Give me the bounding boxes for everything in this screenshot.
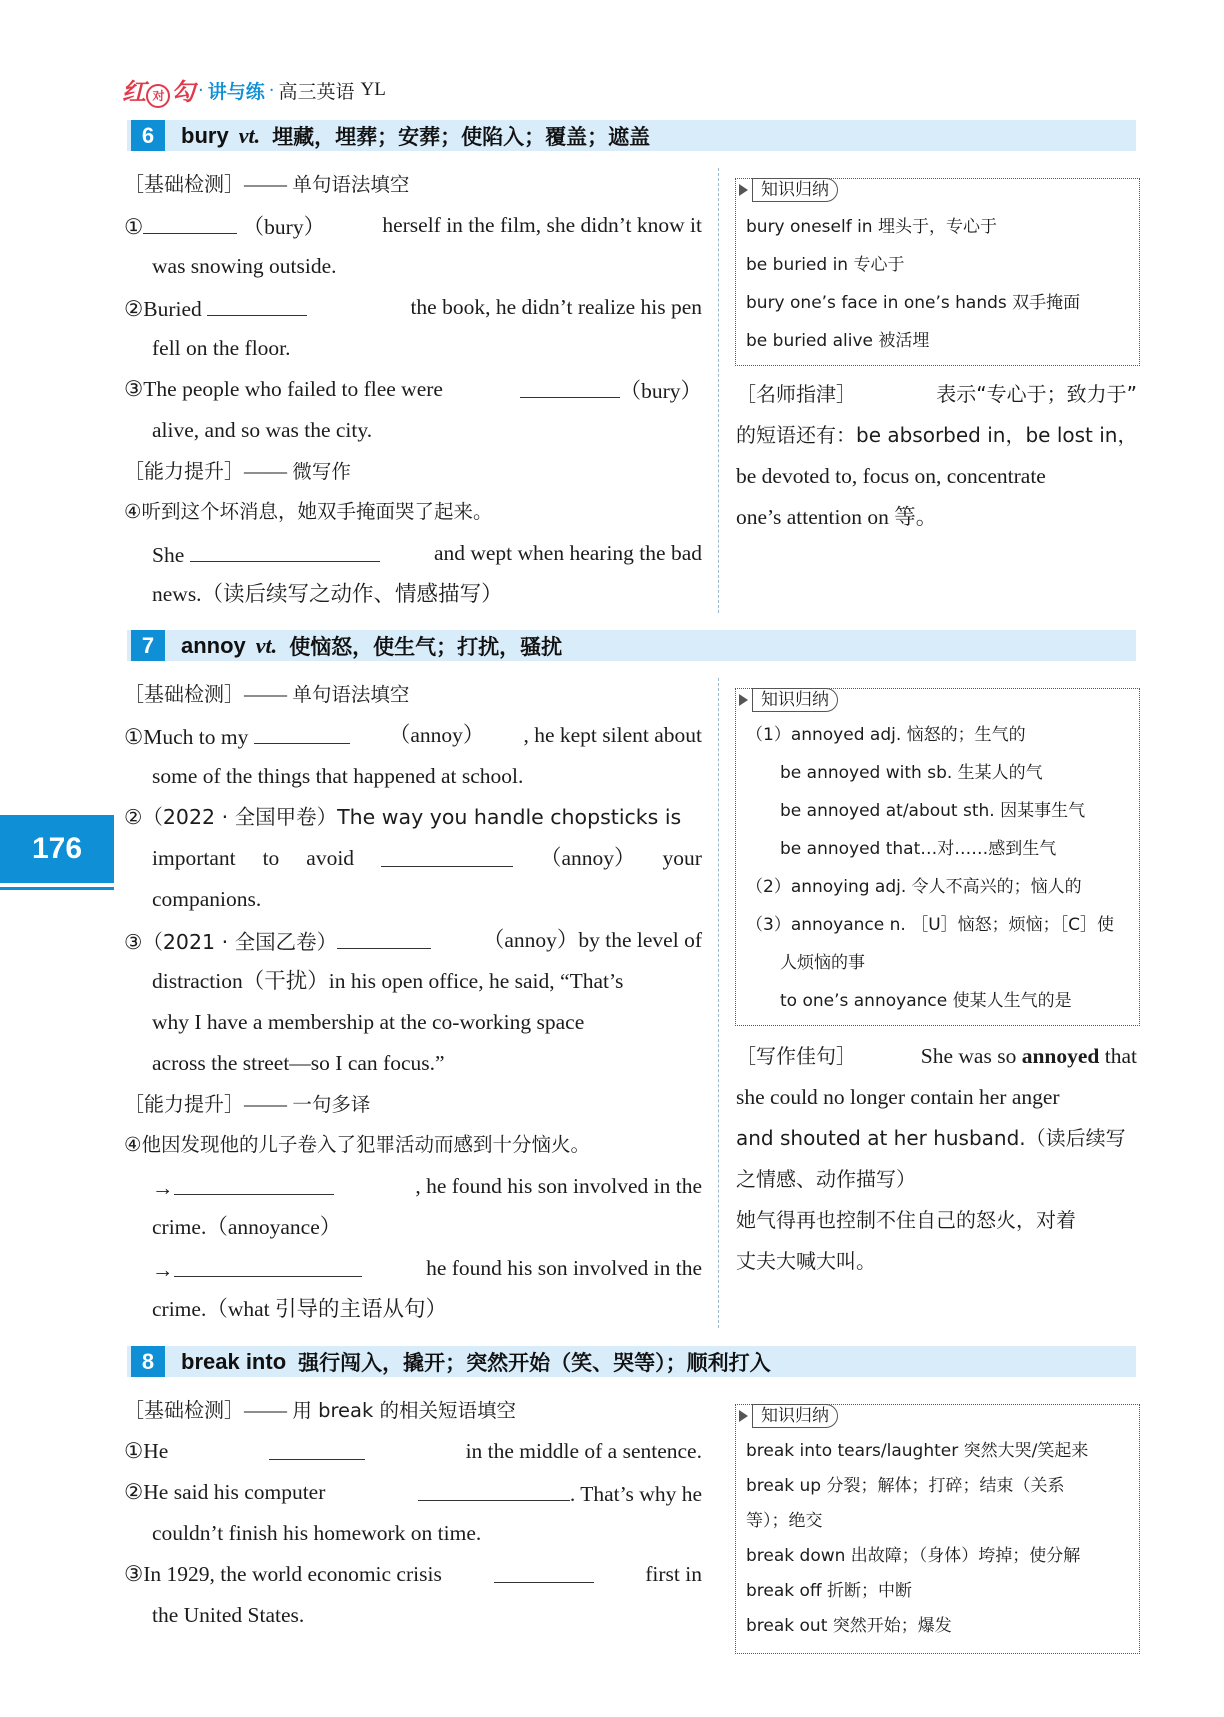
column-divider xyxy=(718,168,719,613)
answer-blank[interactable] xyxy=(174,1252,362,1277)
answer-blank[interactable] xyxy=(520,373,620,398)
section-6-exercises xyxy=(124,168,702,618)
ability-heading: ［能力提升］—— 一句多译 xyxy=(124,1092,371,1116)
knowledge-item: break out 突然开始；爆发 xyxy=(746,1616,952,1636)
note-line: be devoted to, focus on, concentrate xyxy=(736,464,1046,488)
knowledge-item: be annoyed with sb. 生某人的气 xyxy=(780,763,1043,783)
section-pos: vt. xyxy=(255,632,278,658)
knowledge-item: break off 折断；中断 xyxy=(746,1581,913,1601)
question-2: ②He said his computer . That’s why he xyxy=(124,1476,702,1508)
question-4-chinese: ④他因发现他的儿子卷入了犯罪活动而感到十分恼火。 xyxy=(124,1133,590,1156)
note-line: ［名师指津］ 表示“专心于；致力于” xyxy=(736,382,1137,406)
header-subject: 高三英语 xyxy=(278,80,355,103)
question-4a-cont: crime.（annoyance） xyxy=(152,1215,342,1239)
question-4: She and wept when hearing the bad xyxy=(152,537,702,569)
knowledge-item: be annoyed at/about sth. 因某事生气 xyxy=(780,801,1086,821)
question-3-line3: why I have a membership at the co-working space xyxy=(152,1010,585,1034)
basic-test-heading: ［基础检测］—— 用 break 的相关短语填空 xyxy=(124,1398,516,1422)
answer-blank[interactable] xyxy=(190,537,380,562)
note-line: ［写作佳句］ She was so annoyed that xyxy=(736,1044,1137,1068)
question-3-cont: the United States. xyxy=(152,1603,305,1627)
knowledge-item: be buried in 专心于 xyxy=(746,255,905,275)
section-meaning: 埋藏，埋葬；安葬；使陷入；覆盖；遮盖 xyxy=(272,124,651,149)
knowledge-item: bury oneself in 埋头于，专心于 xyxy=(746,217,997,237)
answer-blank[interactable] xyxy=(337,924,431,949)
page-number-tab xyxy=(0,815,114,883)
note-line: one’s attention on 等。 xyxy=(736,505,938,529)
knowledge-label: 知识归纳 xyxy=(735,178,838,202)
section-number: 8 xyxy=(131,1346,165,1377)
question-4b: → he found his son involved in the xyxy=(152,1252,702,1284)
question-4-cont: news.（读后续写之动作、情感描写） xyxy=(152,582,503,606)
question-3: ③The people who failed to flee were （bury） xyxy=(124,373,702,405)
question-4b-cont: crime.（what 引导的主语从句） xyxy=(152,1297,447,1321)
brand-logo: 红 对 勾 xyxy=(122,77,194,106)
section-word: break into xyxy=(181,1348,287,1374)
page-number: 176 xyxy=(31,832,83,865)
answer-blank[interactable] xyxy=(174,1170,334,1195)
knowledge-item: break down 出故障；（身体）垮掉；使分解 xyxy=(746,1546,1081,1566)
basic-test-heading: ［基础检测］—— 单句语法填空 xyxy=(124,172,410,196)
knowledge-item: 等）；绝交 xyxy=(746,1511,823,1531)
knowledge-box xyxy=(735,178,1140,366)
section-meaning: 使恼怒，使生气；打扰，骚扰 xyxy=(289,634,563,659)
knowledge-item: bury one’s face in one’s hands 双手掩面 xyxy=(746,293,1081,313)
knowledge-item: 人烦恼的事 xyxy=(780,953,865,973)
question-3-cont: alive, and so was the city. xyxy=(152,418,373,442)
question-4a: → , he found his son involved in the xyxy=(152,1170,702,1202)
answer-blank[interactable] xyxy=(254,719,350,744)
note-line: 丈夫大喊大叫。 xyxy=(736,1249,876,1273)
answer-blank[interactable] xyxy=(143,209,237,234)
section-6-heading xyxy=(127,120,1136,151)
section-word: bury xyxy=(181,122,229,148)
question-2-cont: fell on the floor. xyxy=(152,336,291,360)
teacher-note xyxy=(736,378,1137,548)
answer-blank[interactable] xyxy=(207,291,307,316)
knowledge-box xyxy=(735,1404,1140,1654)
question-1: ① （bury） herself in the film, she didn’t know it xyxy=(124,209,702,241)
question-1-cont: some of the things that happened at school. xyxy=(152,764,524,788)
section-meaning: 强行闯入，撬开；突然开始（笑、哭等）；顺利打入 xyxy=(298,1350,771,1375)
knowledge-item: be annoyed that…对……感到生气 xyxy=(780,839,1057,859)
question-2: ②（2022 · 全国甲卷）The way you handle chopsticks is xyxy=(124,805,682,829)
question-2-line2: important to avoid （annoy） your xyxy=(152,842,702,874)
page-header xyxy=(122,74,386,106)
answer-blank[interactable] xyxy=(494,1558,594,1583)
section-number: 7 xyxy=(131,630,165,661)
note-line: 她气得再也控制不住自己的怒火，对着 xyxy=(736,1208,1076,1232)
question-1: ①He in the middle of a sentence. xyxy=(124,1435,702,1467)
header-dot: · xyxy=(268,79,275,101)
section-8-heading xyxy=(127,1346,1136,1377)
question-2: ②Buried the book, he didn’t realize his pen xyxy=(124,291,702,323)
question-3: ③In 1929, the world economic crisis first in xyxy=(124,1558,702,1590)
knowledge-item: be buried alive 被活埋 xyxy=(746,331,930,351)
question-4-chinese: ④听到这个坏消息，她双手掩面哭了起来。 xyxy=(124,500,493,523)
writing-example xyxy=(736,1040,1137,1290)
ability-heading: ［能力提升］—— 微写作 xyxy=(124,459,351,483)
note-line: 的短语还有：be absorbed in，be lost in， xyxy=(736,423,1138,447)
note-line: 之情感、动作描写） xyxy=(736,1167,916,1191)
knowledge-label: 知识归纳 xyxy=(735,688,838,712)
note-line: she could no longer contain her anger xyxy=(736,1085,1060,1109)
knowledge-box xyxy=(735,688,1140,1026)
question-3-line4: across the street—so I can focus.” xyxy=(152,1051,445,1075)
section-word: annoy xyxy=(181,632,246,658)
answer-blank[interactable] xyxy=(381,842,513,867)
column-divider xyxy=(718,678,719,1328)
knowledge-item: （1）annoyed adj. 恼怒的；生气的 xyxy=(746,725,1026,745)
basic-test-heading: ［基础检测］—— 单句语法填空 xyxy=(124,682,410,706)
section-number: 6 xyxy=(131,120,165,151)
question-3-line2: distraction（干扰）in his open office, he said, “That’s xyxy=(152,969,624,993)
question-3: ③（2021 · 全国乙卷） （annoy）by the level of xyxy=(124,924,702,956)
knowledge-item: （3）annoyance n. ［U］恼怒；烦恼；［C］使 xyxy=(746,915,1115,935)
knowledge-item: break into tears/laughter 突然大哭/笑起来 xyxy=(746,1441,1089,1461)
question-1-cont: was snowing outside. xyxy=(152,254,337,278)
section-pos: vt. xyxy=(238,122,261,148)
header-dot: · xyxy=(198,79,204,101)
header-series: 讲与练 xyxy=(207,80,265,103)
page-number-rule xyxy=(0,887,114,890)
question-2-cont: couldn’t finish his homework on time. xyxy=(152,1521,482,1545)
answer-blank[interactable] xyxy=(269,1435,365,1460)
question-1: ①Much to my （annoy） , he kept silent about xyxy=(124,719,702,751)
knowledge-label: 知识归纳 xyxy=(735,1404,838,1428)
knowledge-item: break up 分裂；解体；打碎；结束（关系 xyxy=(746,1476,1065,1496)
question-2-cont: companions. xyxy=(152,887,262,911)
answer-blank[interactable] xyxy=(418,1476,570,1501)
header-edition: YL xyxy=(360,79,386,100)
knowledge-item: （2）annoying adj. 令人不高兴的；恼人的 xyxy=(746,877,1082,897)
section-7-exercises xyxy=(124,678,702,1338)
section-8-exercises xyxy=(124,1394,702,1654)
knowledge-item: to one’s annoyance 使某人生气的是 xyxy=(780,991,1072,1011)
section-7-heading xyxy=(127,630,1136,661)
note-line: and shouted at her husband.（读后续写 xyxy=(736,1126,1126,1150)
